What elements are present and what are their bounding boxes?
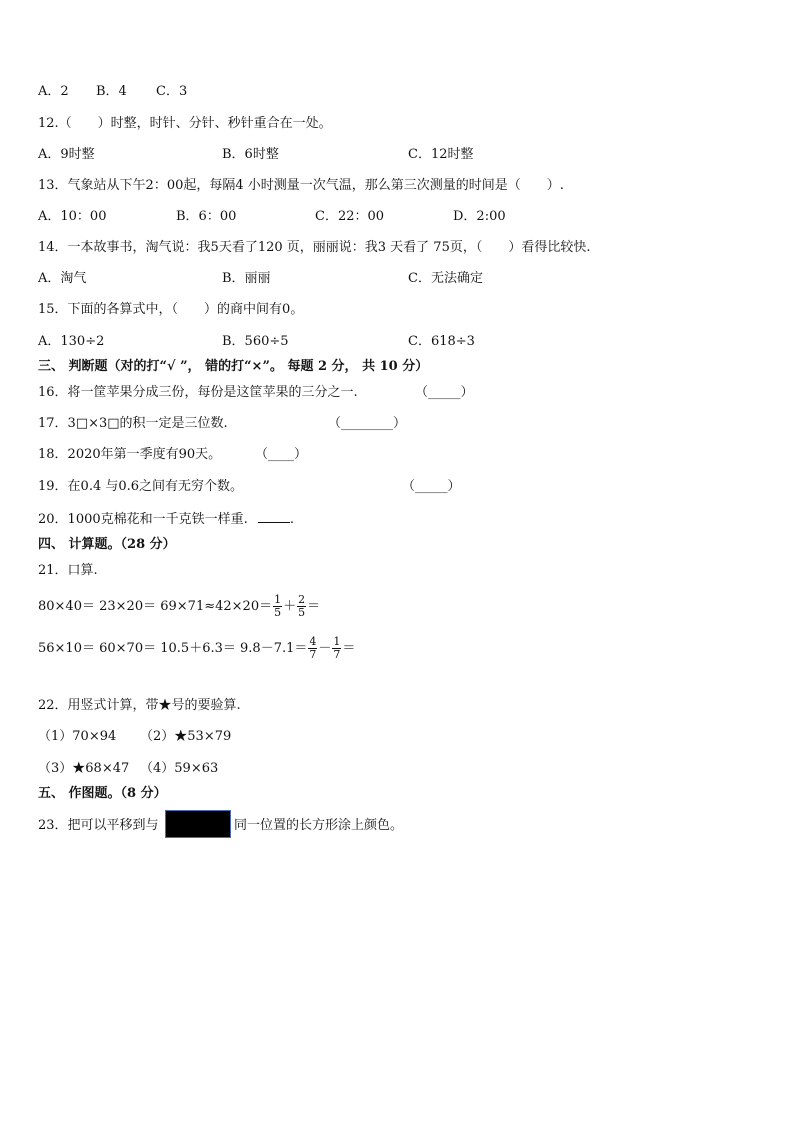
q14-option-b: B．丽丽 (222, 271, 271, 286)
q20-question: 20．1000克棉花和一千克铁一样重. (38, 512, 248, 527)
q21-item: 23×20＝ (99, 599, 157, 614)
q17-text: 17．3□×3□的积一定是三位数. (38, 416, 228, 431)
q21-row-1 (38, 594, 320, 620)
q18-answer-blank[interactable]: （____） (255, 447, 308, 462)
q21-item: 56×10＝ (38, 641, 95, 656)
q21-row-2 (38, 636, 355, 662)
reference-rectangle (165, 810, 231, 838)
q13-text: 13．气象站从下午2：00起，每隔4 小时测量一次气温，那么第三次测量的时间是（ ）. (38, 178, 564, 193)
q13-option-c: C．22：00 (315, 209, 385, 224)
fraction: $\frac{4}{7}$ (309, 635, 317, 661)
q20-tail: . (289, 512, 295, 527)
q14-option-a: A．淘气 (38, 271, 87, 286)
q15-option-b: B．560÷5 (222, 334, 289, 349)
q13-option-d: D．2:00 (453, 209, 506, 224)
q21-item: 69×71≈ (160, 599, 216, 614)
q12-option-c: C．12时整 (408, 147, 474, 162)
q16-answer-blank[interactable]: （_____） (415, 385, 474, 400)
q21-item: 10.5＋6.3＝ (160, 641, 236, 656)
q16-text: 16．将一筐苹果分成三份，每份是这筐苹果的三分之一. (38, 385, 358, 400)
q11-option-c: C．3 (156, 84, 188, 99)
q14-option-c: C．无法确定 (408, 271, 483, 286)
fraction-operator: ＋ (283, 599, 297, 614)
fraction: $\frac{1}{5}$ (274, 593, 282, 619)
equals-sign: ＝ (307, 599, 321, 614)
q22-item-2: （2）★53×79 (140, 729, 232, 744)
q12-text: 12.（ ）时整，时针、分针、秒针重合在一处。 (38, 116, 332, 131)
fraction-operator: － (318, 641, 332, 656)
q20-answer-blank[interactable] (258, 510, 290, 523)
q11-option-b: B．4 (96, 84, 127, 99)
q21-text: 21．口算. (38, 563, 98, 578)
q23-after-text: 同一位置的长方形涂上颜色。 (234, 818, 404, 833)
q12-option-b: B．6时整 (222, 147, 279, 162)
q17-answer-blank[interactable]: （________） (328, 416, 407, 431)
q22-text: 22．用竖式计算，带★号的要验算. (38, 698, 241, 713)
q22-item-1: （1）70×94 (38, 729, 117, 744)
q21-item: 80×40＝ (38, 599, 95, 614)
q21-item: 9.8－7.1＝ (240, 641, 308, 656)
equals-sign: ＝ (342, 641, 356, 656)
section-calculation-heading: 四、 计算题。（28 分） (38, 537, 176, 552)
q15-text: 15．下面的各算式中，（ ）的商中间有0。 (38, 302, 304, 317)
q18-text: 18．2020年第一季度有90天。 (38, 447, 222, 462)
q15-option-c: C．618÷3 (408, 334, 475, 349)
q21-item: 60×70＝ (99, 641, 157, 656)
q13-option-a: A．10：00 (38, 209, 107, 224)
fraction: $\frac{2}{5}$ (298, 593, 306, 619)
q22-item-4: （4）59×63 (140, 761, 219, 776)
q14-text: 14．一本故事书，淘气说：我5天看了120 页，丽丽说：我3 天看了 75页，（ ）看得比较快. (38, 240, 591, 255)
q15-option-a: A．130÷2 (38, 334, 105, 349)
q20-text (38, 510, 294, 529)
q19-text: 19．在0.4 与0.6之间有无穷个数。 (38, 479, 244, 494)
q23-before-text: 23．把可以平移到与 (38, 818, 159, 833)
q21-item: 42×20＝ (215, 599, 273, 614)
fraction: $\frac{1}{7}$ (333, 635, 341, 661)
q12-option-a: A．9时整 (38, 147, 95, 162)
q19-answer-blank[interactable]: （_____） (402, 479, 461, 494)
q22-item-3: （3）★68×47 (38, 761, 130, 776)
section-judgement-heading: 三、 判断题（对的打“√ ”， 错的打“×”。 每题 2 分， 共 10 分） (38, 359, 429, 374)
q13-option-b: B．6：00 (176, 209, 237, 224)
q11-option-a: A．2 (38, 84, 69, 99)
section-drawing-heading: 五、 作图题。（8 分） (38, 786, 167, 801)
